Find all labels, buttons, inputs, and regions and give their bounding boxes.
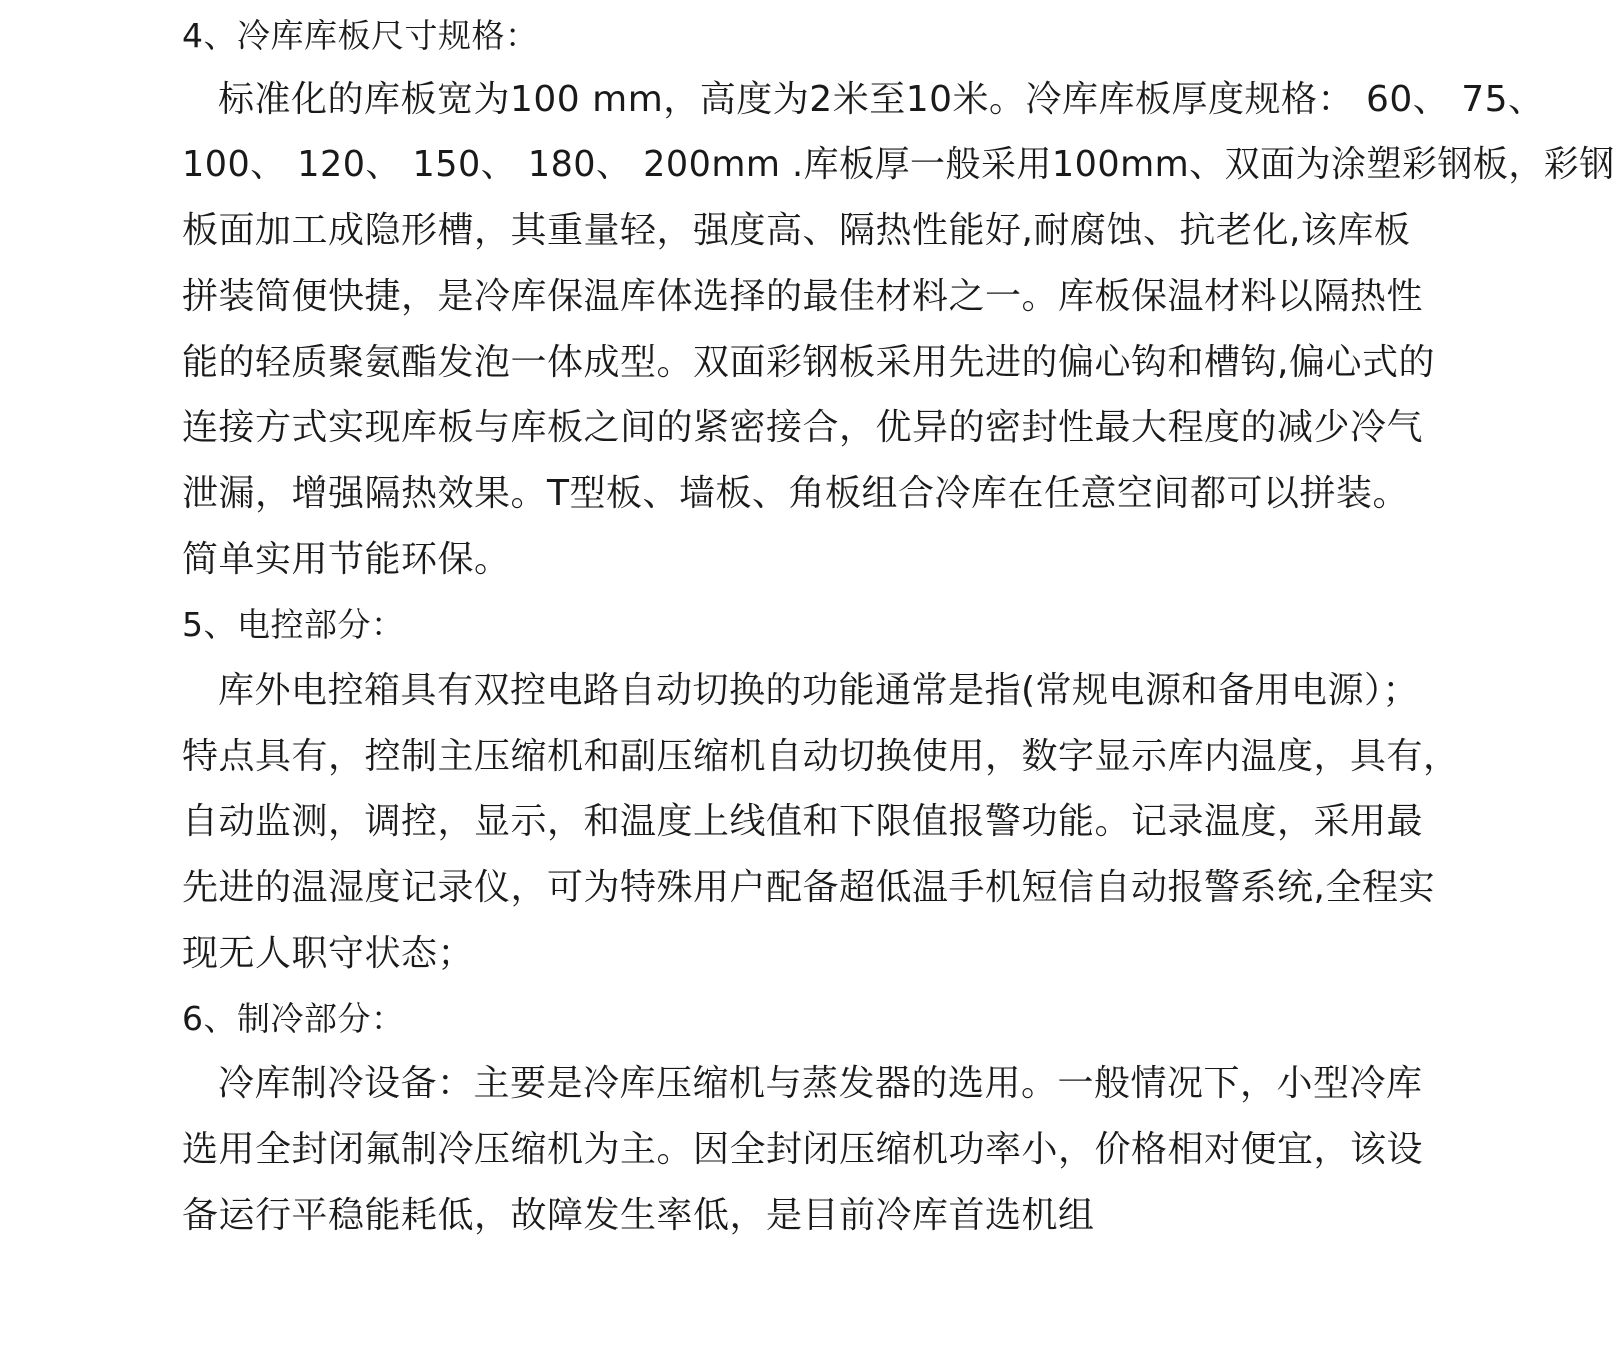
paragraph-line: 自动监测，调控，显示，和温度上线值和下限值报警功能。记录温度，采用最 [182, 801, 1424, 842]
paragraph-line: 特点具有，控制主压缩机和副压缩机自动切换使用，数字显示库内温度，具有， [182, 736, 1460, 777]
paragraph-line: 泄漏，增强隔热效果。T型板、墙板、角板组合冷库在任意空间都可以拼装。 [182, 473, 1409, 514]
paragraph-line: 100、 120、 150、 180、 200mm .库板厚一般采用100mm、双面为涂塑彩钢板，彩钢 [182, 144, 1615, 185]
paragraph-line: 能的轻质聚氨酯发泡一体成型。双面彩钢板采用先进的偏心钩和槽钩,偏心式的 [182, 342, 1435, 383]
paragraph-line: 连接方式实现库板与库板之间的紧密接合，优异的密封性最大程度的减少冷气 [182, 407, 1424, 448]
paragraph-line: 库外电控箱具有双控电路自动切换的功能通常是指(常规电源和备用电源）； [218, 670, 1420, 711]
section-5-heading: 5、电控部分： [182, 605, 405, 644]
paragraph-line: 选用全封闭氟制冷压缩机为主。因全封闭压缩机功率小，价格相对便宜，该设 [182, 1129, 1424, 1170]
paragraph-line: 简单实用节能环保。 [182, 539, 511, 580]
paragraph-line: 冷库制冷设备：主要是冷库压缩机与蒸发器的选用。一般情况下，小型冷库 [218, 1063, 1423, 1104]
paragraph-line: 标准化的库板宽为100 mm，高度为2米至10米。冷库库板厚度规格： 60、 75、 [218, 79, 1545, 120]
paragraph-line: 现无人职守状态； [182, 933, 475, 974]
paragraph-line: 备运行平稳能耗低，故障发生率低，是目前冷库首选机组 [182, 1195, 1095, 1236]
paragraph-line: 板面加工成隐形槽，其重量轻，强度高、隔热性能好,耐腐蚀、抗老化,该库板 [182, 210, 1411, 251]
paragraph-line: 拼装简便快捷，是冷库保温库体选择的最佳材料之一。库板保温材料以隔热性 [182, 276, 1424, 317]
section-6-heading: 6、制冷部分： [182, 999, 405, 1038]
paragraph-line: 先进的温湿度记录仪，可为特殊用户配备超低温手机短信自动报警系统,全程实 [182, 867, 1435, 908]
section-4-heading: 4、冷库库板尺寸规格： [182, 16, 539, 55]
